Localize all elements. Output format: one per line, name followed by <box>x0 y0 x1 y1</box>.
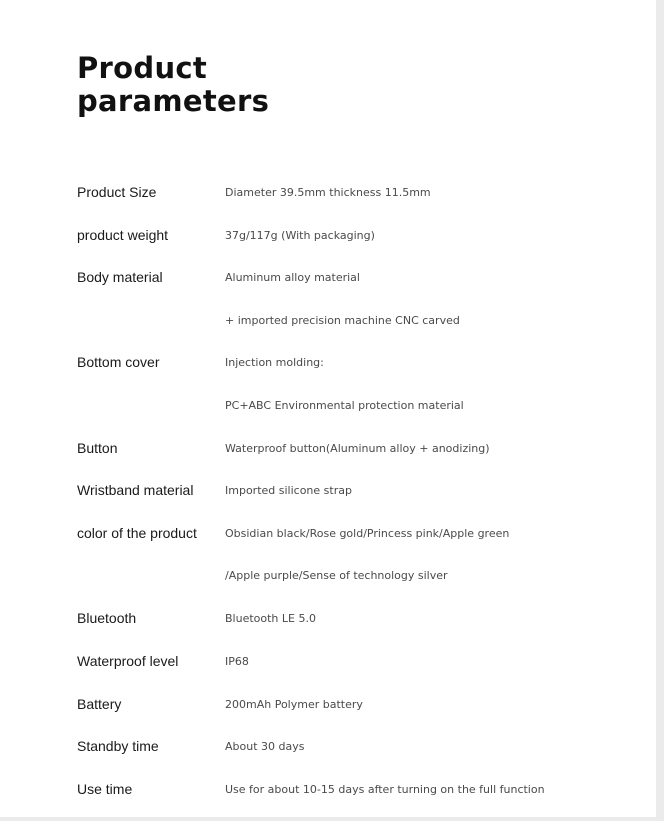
param-row-product-size <box>0 182 656 202</box>
param-row-product-weight <box>0 225 656 245</box>
page-title-line-2: parameters <box>77 84 270 118</box>
param-label: Product Size <box>77 184 157 200</box>
param-row-product-color <box>0 523 656 543</box>
param-label: Button <box>77 440 118 456</box>
param-value: Imported silicone strap <box>225 484 352 497</box>
param-value: About 30 days <box>225 740 305 753</box>
param-label: Use time <box>77 781 133 797</box>
param-row-bottom-cover-continued <box>0 395 656 415</box>
page-title <box>77 52 269 118</box>
param-row-product-color-continued <box>0 565 656 585</box>
param-value: /Apple purple/Sense of technology silver <box>225 569 448 582</box>
param-value: Waterproof button(Aluminum alloy + anodizing) <box>225 442 490 455</box>
param-label: Standby time <box>77 738 159 754</box>
param-row-standby-time <box>0 736 656 756</box>
param-row-bluetooth <box>0 608 656 628</box>
param-row-button <box>0 438 656 458</box>
param-value: IP68 <box>225 655 249 668</box>
param-row-body-material-continued <box>0 310 656 330</box>
page-title-line-1: Product <box>77 51 208 85</box>
param-value: Aluminum alloy material <box>225 271 360 284</box>
param-label: Body material <box>77 269 163 285</box>
param-value: 37g/117g (With packaging) <box>225 229 375 242</box>
param-value: + imported precision machine CNC carved <box>225 314 460 327</box>
param-label: Wristband material <box>77 482 194 498</box>
param-row-waterproof-level <box>0 651 656 671</box>
param-label: color of the product <box>77 525 197 541</box>
param-value: PC+ABC Environmental protection material <box>225 399 464 412</box>
param-label: Waterproof level <box>77 653 179 669</box>
param-label: product weight <box>77 227 169 243</box>
param-value: Injection molding: <box>225 356 324 369</box>
param-label: Bluetooth <box>77 610 137 626</box>
param-row-wristband-material <box>0 480 656 500</box>
param-value: Diameter 39.5mm thickness 11.5mm <box>225 186 431 199</box>
param-row-body-material <box>0 267 656 287</box>
param-value: Bluetooth LE 5.0 <box>225 612 316 625</box>
param-value: Use for about 10-15 days after turning on the full function <box>225 783 545 796</box>
param-value: 200mAh Polymer battery <box>225 698 363 711</box>
param-row-bottom-cover <box>0 352 656 372</box>
param-label: Bottom cover <box>77 354 160 370</box>
param-row-battery <box>0 694 656 714</box>
param-row-use-time <box>0 779 656 799</box>
param-label: Battery <box>77 696 122 712</box>
param-value: Obsidian black/Rose gold/Princess pink/Apple green <box>225 527 510 540</box>
